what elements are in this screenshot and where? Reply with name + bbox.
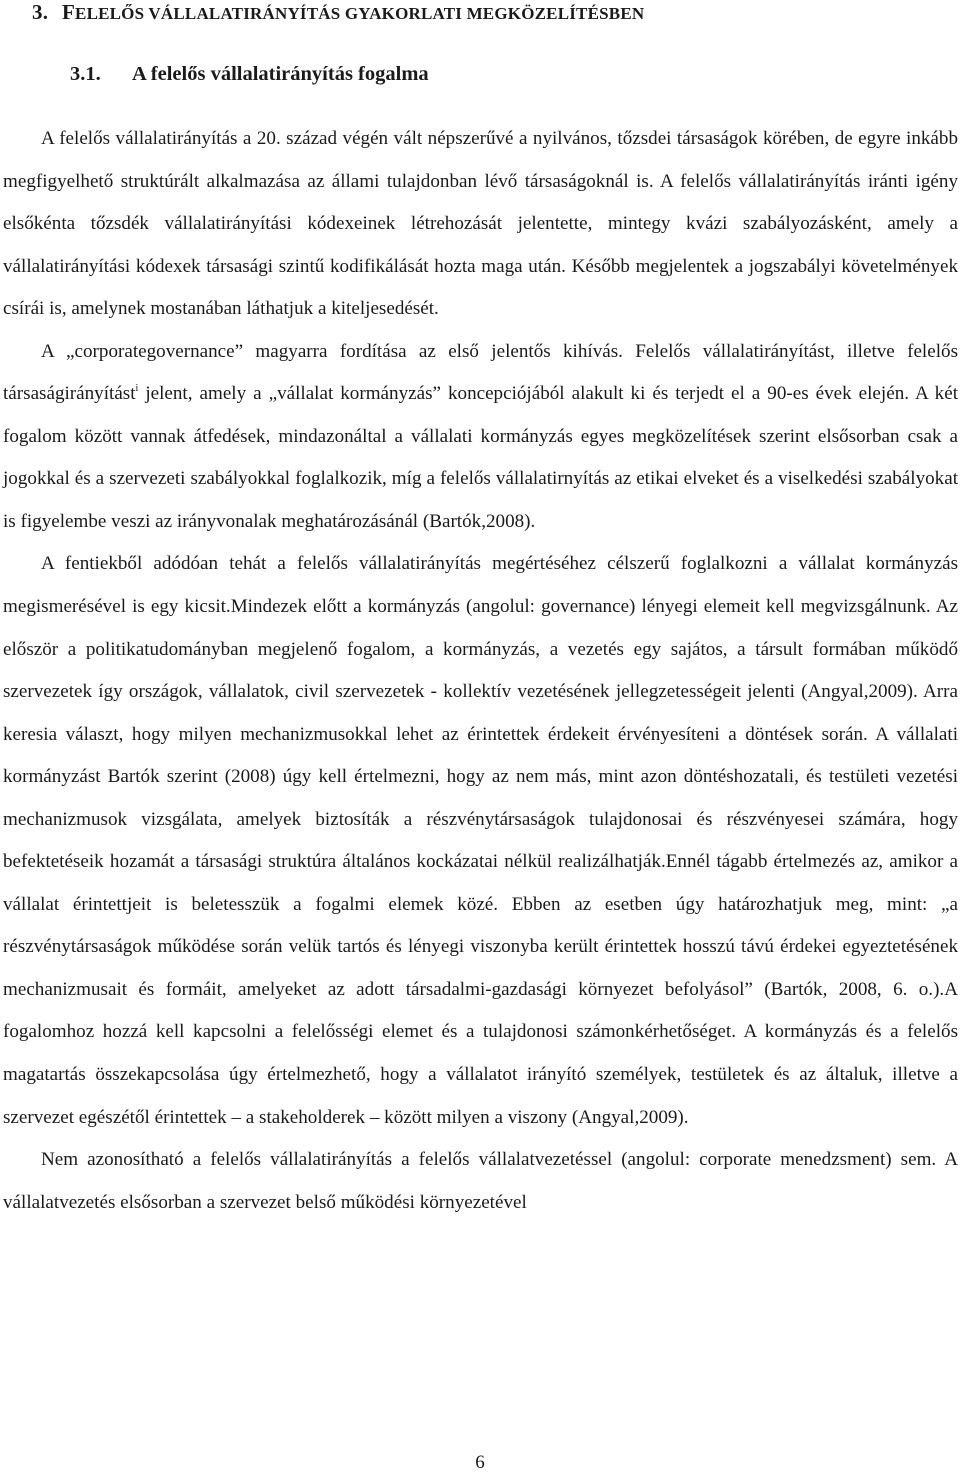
section-title: A felelős vállalatirányítás fogalma	[132, 63, 429, 85]
chapter-heading	[32, 0, 644, 25]
chapter-title-rest: ELELŐS VÁLLALATIRÁNYÍTÁS GYAKORLATI MEGKÖZELÍTÉSBEN	[75, 4, 645, 23]
page-number: 6	[475, 1452, 485, 1473]
chapter-number: 3.	[32, 0, 49, 24]
paragraph-4: Nem azonosítható a felelős vállalatirányítás a felelős vállalatvezetéssel (angolul: corporate menedzsment) sem. A vállalatvezetés elsősorban a szervezet belső működési környezetével	[3, 1149, 958, 1213]
chapter-title-first-letter: F	[62, 0, 76, 24]
endnote-marker[interactable]: i	[135, 383, 139, 395]
paragraph-2	[3, 331, 958, 544]
paragraph-3: A fentiekből adódóan tehát a felelős vállalatirányítás megértéséhez célszerű foglalkozni a vállalat kormányzás megismerésével is egy kicsit.Mindezek előtt a kormányzás (angolul: governance) lényegi elemeit kell megvizsgálnunk. Az először a politikatudományban megjelenő fogalom, a kormányzás, a vezetés egy sajátos, a társult formában működő szervezetek így országok, vállalatok, civil szervezetek - kollektív vezetésének jellegzetességeit jelenti (Angyal,2009). Arra keresia választ, hogy milyen mechanizmusokkal lehet az érintettek érdekeit érvényesíteni a döntések során. A vállalati kormányzást Bartók szerint (2008) úgy kell értelmezni, hogy az nem más, mint azon döntéshozatali, és testületi vezetési mechanizmusok vizsgálata, amelyek biztosíták a részvénytársaságok tulajdonosai és részvényesei számára, hogy befektetéseik hozamát a társasági struktúra általános kockázatai nélkül realizálhatják.Ennél tágabb értelmezés az, amikor a vállalat érintettjeit is beletesszük a fogalmi elemek közé. Ebben az esetben úgy határozhatjuk meg, mint: „a részvénytársaságok működése során velük tartós és lényegi viszonyba került érintettek hosszú távú érdekei egyeztetésének mechanizmusait és formáit, amelyeket az adott társadalmi-gazdasági környezet befolyásol” (Bartók, 2008, 6. o.).A fogalomhoz hozzá kell kapcsolni a felelősségi elemet és a tulajdonosi számonkérhetőséget. A kormányzás és a felelős magatartás összekapcsolása úgy értelmezhető, hogy a vállalatot irányító személyek, testületek és az általuk, illetve a szervezet egészétől érintettek – a stakeholderek – között milyen a viszony (Angyal,2009).	[3, 553, 958, 1128]
paragraph-1: A felelős vállalatirányítás a 20. század végén vált népszerűvé a nyilvános, tőzsdei társaságok körében, de egyre inkább megfigyelhető struktúrált alkalmazása az állami tulajdonban lévő társaságoknál is. A felelős vállalatirányítás iránti igény elsőkénta tőzsdék vállalatirányítási kódexeinek létrehozását jelentette, mintegy kvázi szabályozásként, amely a vállalatirányítási kódexek társasági szintű kodifikálását hozta maga után. Később megjelentek a jogszabályi követelmények csírái is, amelynek mostanában láthatjuk a kiteljesedését.	[3, 128, 958, 320]
body-text	[3, 118, 958, 1224]
section-heading	[70, 63, 429, 86]
paragraph-2-part-1: A „corporategovernance” magyarra fordítása az első jelentős kihívás. Felelős vállalatirányítást, illetve felelős társaságirányítást	[3, 340, 958, 405]
paragraph-2-part-2: jelent, amely a „vállalat kormányzás” koncepciójából alakult ki és terjedt el a 90-es évek elején. A két fogalom között vannak átfedések, mindazonáltal a vállalati kormányzás egyes megközelítések szerint elsősorban csak a jogokkal és a szervezeti szabályokkal foglalkozik, míg a felelős vállalatirnyítás az etikai elveket és a viselkedési szabályokat is figyelembe veszi az irányvonalak meghatározásánál (Bartók,2008).	[3, 383, 958, 532]
section-number: 3.1.	[70, 63, 101, 85]
